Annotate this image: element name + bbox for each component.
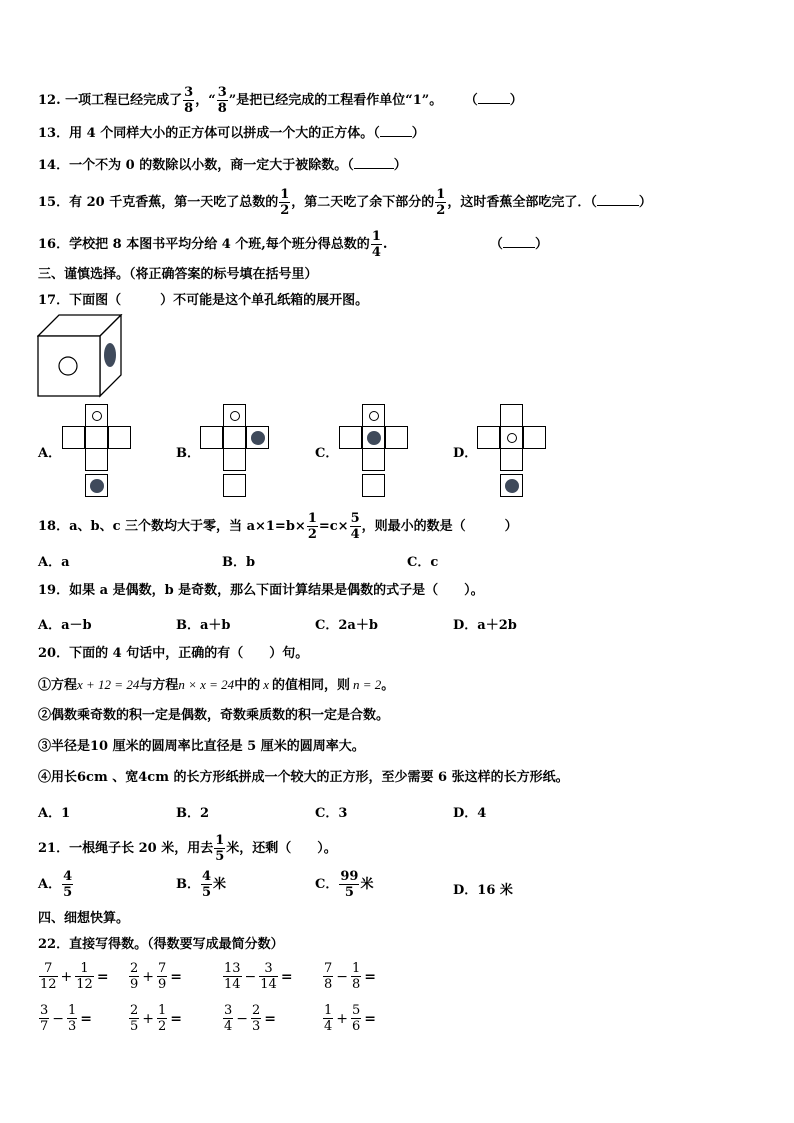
equation: n = 2 [353,677,382,692]
calc-item[interactable] [38,1004,92,1033]
calc-item[interactable] [322,1004,376,1033]
operator: − [244,968,257,985]
hole-icon [507,433,517,443]
question-15 [38,188,652,217]
option-b[interactable]: B．2 [176,806,210,821]
question-18 [38,512,518,541]
question-text: ，则最小的数是（ ） [361,519,518,534]
equals-sign: = [364,968,377,985]
question-text: ，这时香蕉全部吃完了．（ [447,195,597,210]
option-b[interactable]: B．b [222,555,256,570]
statement-4: ④用长6cm 、宽4cm 的长方形纸拼成一个较大的正方形，至少需要 6 张这样的长方形纸。 [38,770,569,785]
question-text: . [382,237,388,252]
fraction: $\frac{2}{5}$ [130,1003,139,1034]
option-d[interactable]: D．16 米 [453,883,513,898]
question-13 [38,124,425,143]
fraction: $\frac{3}{14}$ [260,961,277,992]
fraction: $\frac{5}{6}$ [352,1003,361,1034]
option-c[interactable]: C． $\frac{99}{5}$ 米 [315,869,374,900]
calc-item[interactable] [222,962,293,991]
operator: + [336,1010,349,1027]
filled-hole-icon [505,479,519,493]
fraction: $\frac{1}{2}$ [280,187,290,218]
calc-item[interactable] [322,962,376,991]
operator: − [236,1010,249,1027]
question-22: 22．直接写得数。（得数要写成最简分数） [38,937,284,952]
question-text: 16．学校把 8 本图书平均分给 4 个班,每个班分得总数的 [38,237,370,252]
question-20: 20．下面的 4 句话中，正确的有（ ）句。 [38,646,309,661]
equation: n × x = 24 [178,677,235,692]
hole-icon [369,411,379,421]
question-19: 19．如果 a 是偶数，b 是奇数，那么下面计算结果是偶数的式子是（ ）。 [38,583,484,598]
question-text: ”是把已经完成的工程看作单位“1”。 [228,93,443,108]
question-text: 14．一个不为 0 的数除以小数，商一定大于被除数。（ [38,158,354,173]
paren-left: （ [464,93,478,108]
option-a[interactable]: A．a [38,555,70,570]
fraction: $\frac{3}{8}$ [217,85,227,116]
fraction: $\frac{7}{9}$ [158,961,167,992]
calc-item[interactable] [128,1004,182,1033]
question-number: 12. [38,93,61,108]
question-text: 21．一根绳子长 20 米，用去 [38,841,214,856]
question-text: 18．a、b、c 三个数均大于零，当 a×1=b× [38,519,306,534]
fraction: $\frac{1}{4}$ [371,229,381,260]
fraction: $\frac{1}{4}$ [324,1003,333,1034]
question-text: ，第二天吃了余下部分的 [291,195,435,210]
question-14 [38,156,407,175]
option-c[interactable]: C．2a＋b [315,618,378,633]
answer-blank[interactable] [354,156,394,169]
hole-icon [59,357,77,375]
question-17: 17．下面图（ ）不可能是这个单孔纸箱的展开图。 [38,293,369,308]
fraction: $\frac{3}{7}$ [40,1003,49,1034]
equals-sign: = [170,1010,183,1027]
equals-sign: = [280,968,293,985]
option-b[interactable]: B．a＋b [176,618,231,633]
equals-sign: = [170,968,183,985]
box-cube-figure [37,314,123,398]
fraction: $\frac{1}{12}$ [76,961,93,992]
answer-blank[interactable] [597,193,639,206]
filled-hole-icon [104,343,116,367]
calc-item[interactable] [38,962,109,991]
hole-icon [230,411,240,421]
operator: + [142,1010,155,1027]
fraction: $\frac{1}{2}$ [158,1003,167,1034]
question-21 [38,834,337,863]
option-d[interactable]: D．a＋2b [453,618,517,633]
question-text: 一项工程已经完成了 [65,93,183,108]
fraction: $\frac{4}{5}$ [63,869,73,900]
calc-item[interactable] [222,1004,276,1033]
fraction: $\frac{7}{12}$ [40,961,57,992]
question-text: 15．有 20 千克香蕉，第一天吃了总数的 [38,195,279,210]
section-heading-4: 四、细想快算。 [38,911,130,926]
section-heading-3: 三、谨慎选择。（将正确答案的标号填在括号里） [38,267,318,282]
option-d[interactable]: D．4 [453,806,487,821]
calc-item[interactable] [128,962,182,991]
question-16 [38,230,548,259]
operator: − [52,1010,65,1027]
fraction: $\frac{1}{8}$ [352,961,361,992]
filled-hole-icon [367,431,381,445]
option-b[interactable]: B． $\frac{4}{5}$ 米 [176,869,227,900]
answer-blank[interactable] [503,235,535,248]
statement-2: ②偶数乘奇数的积一定是偶数，奇数乘质数的积一定是合数。 [38,708,390,723]
paren-right: ） [411,126,425,141]
equals-sign: = [96,968,109,985]
fraction: $\frac{1}{2}$ [307,511,317,542]
paren-right: ） [534,237,548,252]
filled-hole-icon [251,431,265,445]
equals-sign: = [80,1010,93,1027]
fraction: $\frac{2}{9}$ [130,961,139,992]
paren-left: （ [489,237,503,252]
question-12 [38,86,523,115]
fraction: $\frac{5}{4}$ [350,511,360,542]
fraction: $\frac{2}{3}$ [252,1003,261,1034]
operator: + [142,968,155,985]
fraction: $\frac{99}{5}$ [340,869,359,900]
paren-right: ） [509,93,523,108]
equals-sign: = [264,1010,277,1027]
fraction: $\frac{1}{2}$ [436,187,446,218]
fraction: $\frac{7}{8}$ [324,961,333,992]
fraction: $\frac{3}{8}$ [184,85,194,116]
fraction: $\frac{3}{4}$ [224,1003,233,1034]
option-a[interactable]: A．1 [38,806,71,821]
answer-blank[interactable] [380,124,412,137]
option-c[interactable]: C．c [407,555,439,570]
statement-3: ③半径是10 厘米的圆周率比直径是 5 厘米的圆周率大。 [38,739,365,754]
option-d-label[interactable]: D． [453,446,478,461]
question-text: =c× [318,519,349,534]
option-c-label[interactable]: C． [315,446,339,461]
statement-1: ①方程x + 12 = 24与方程n × x = 24中的 x 的值相同，则 n = 2。 [38,677,395,693]
option-a[interactable]: A． $\frac{4}{5}$ [38,869,73,900]
option-c[interactable]: C．3 [315,806,348,821]
operator: + [60,968,73,985]
answer-blank[interactable] [478,91,510,104]
question-text: ，“ [195,93,216,108]
paren-right: ） [393,158,407,173]
hole-icon [92,411,102,421]
question-text: 米，还剩（ ）。 [226,841,337,856]
fraction: $\frac{13}{14}$ [224,961,241,992]
equation: x + 12 = 24 [77,677,140,692]
equals-sign: = [364,1010,377,1027]
question-text: 13．用 4 个同样大小的正方体可以拼成一个大的正方体。（ [38,126,380,141]
filled-hole-icon [90,479,104,493]
fraction: $\frac{1}{5}$ [215,833,225,864]
option-a[interactable]: A．a－b [38,618,92,633]
operator: − [336,968,349,985]
option-a-label[interactable]: A． [38,446,62,461]
fraction: $\frac{4}{5}$ [202,869,212,900]
option-b-label[interactable]: B． [176,446,200,461]
paren-right: ） [638,195,652,210]
fraction: $\frac{1}{3}$ [68,1003,77,1034]
